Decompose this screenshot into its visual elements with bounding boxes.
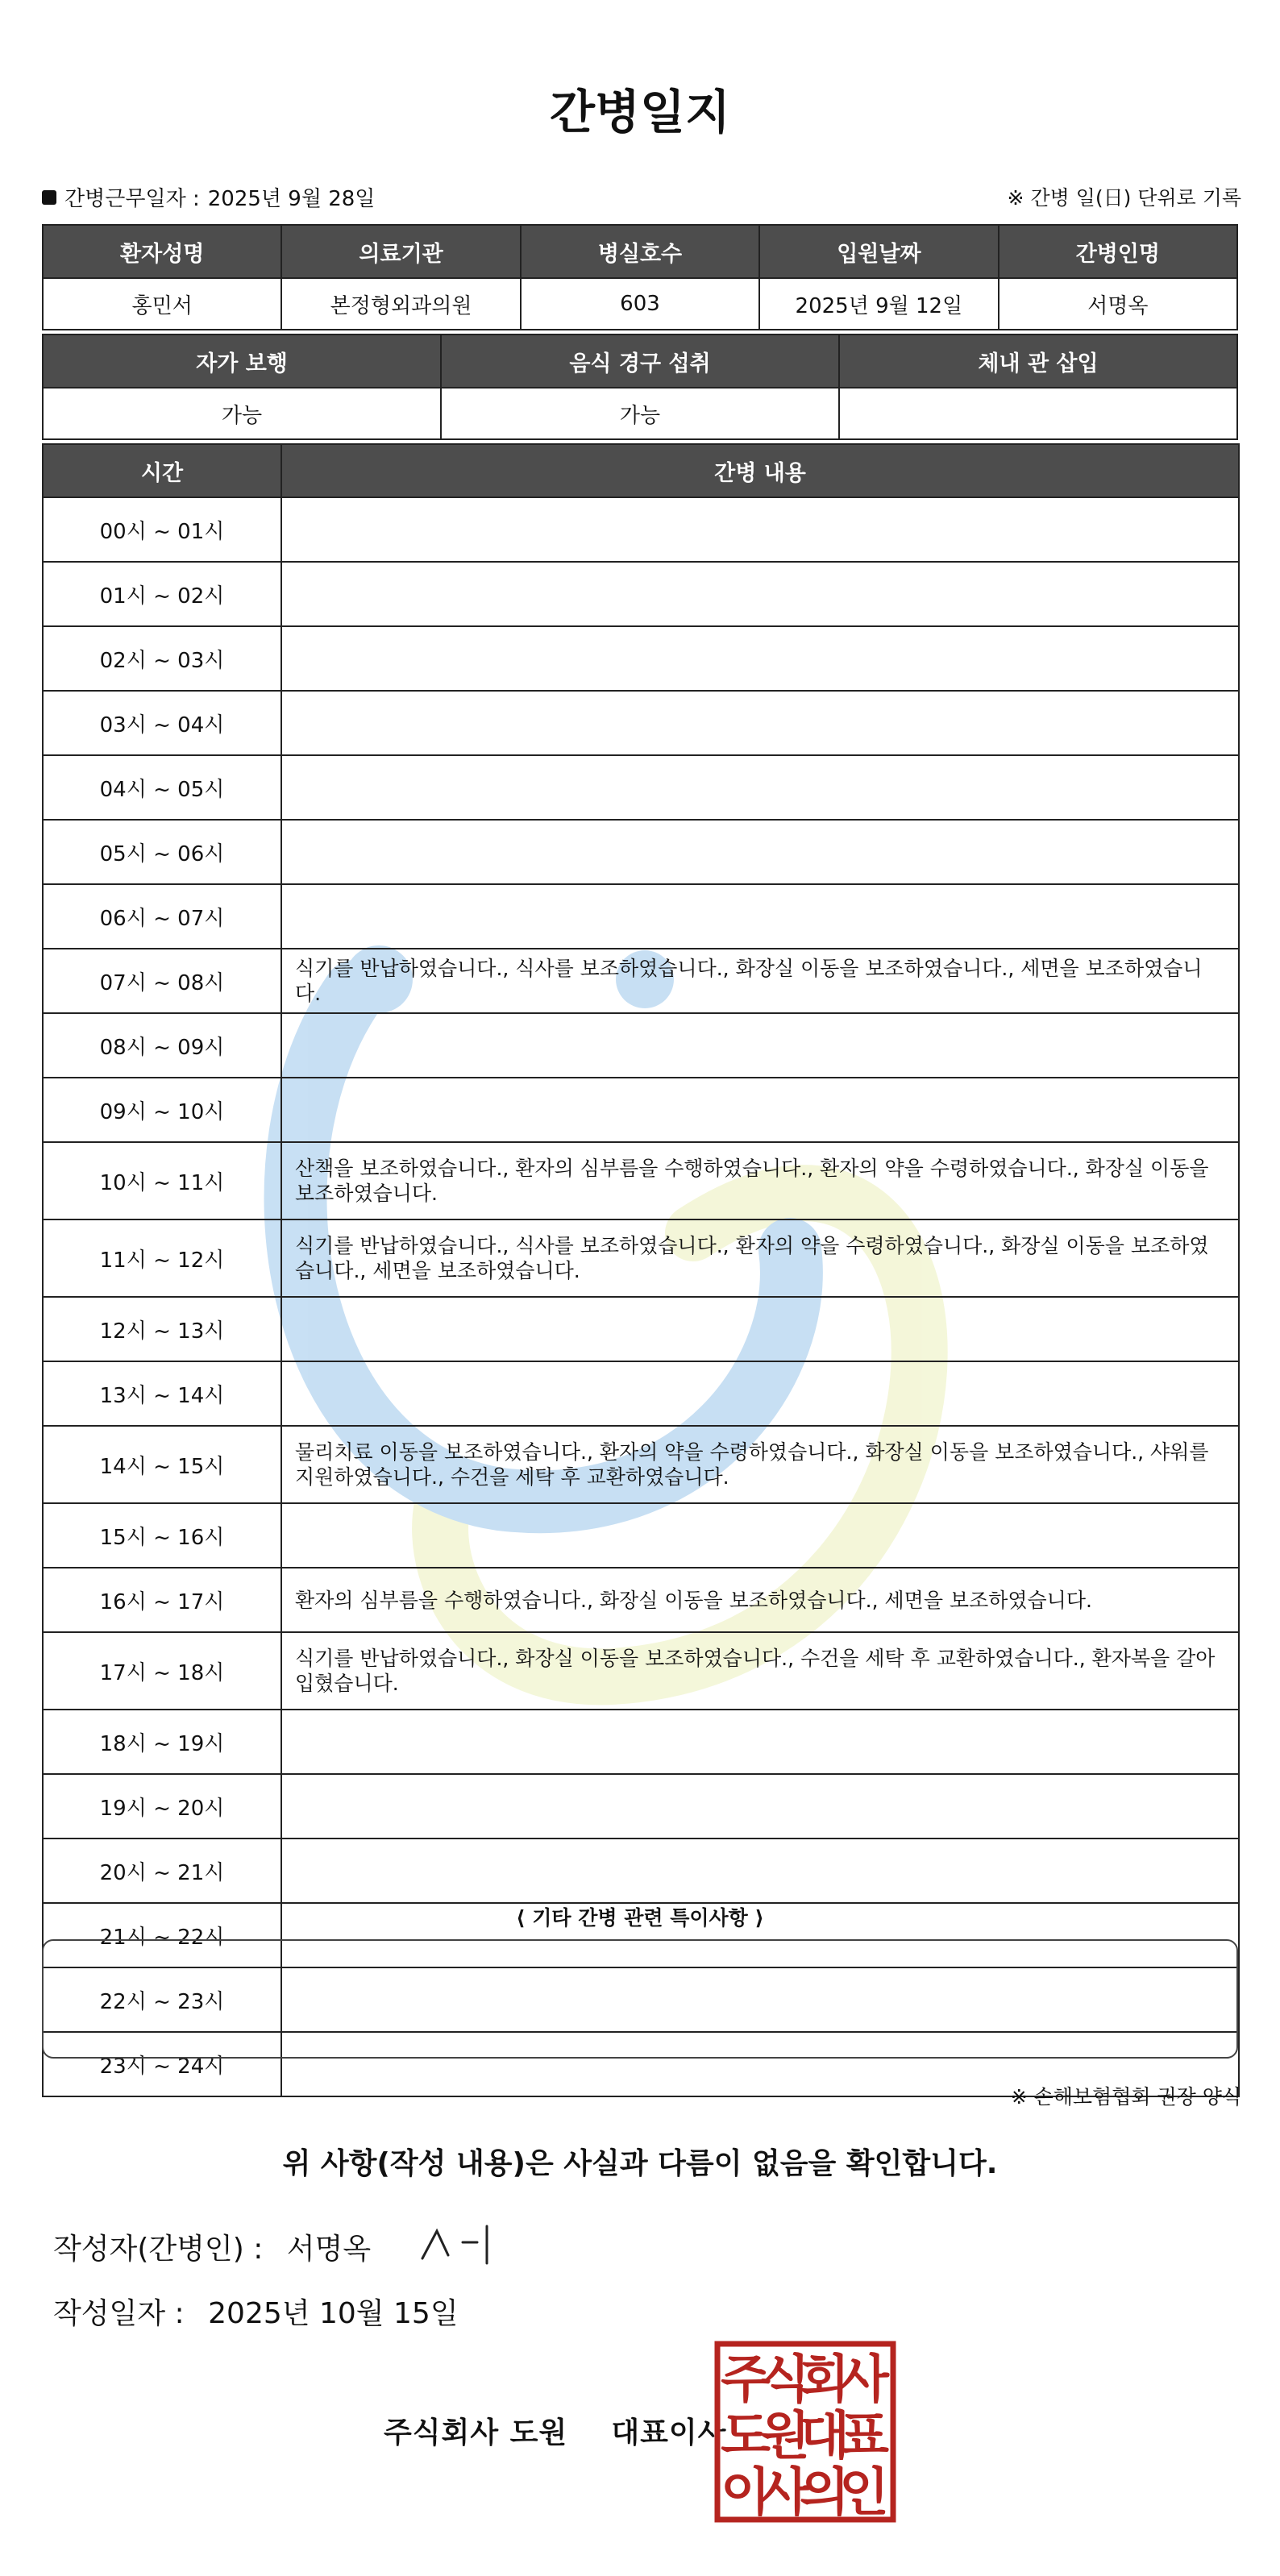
content-header: 간병 내용 [281, 444, 1239, 497]
log-time: 20시 ~ 21시 [43, 1839, 281, 1903]
log-time: 15시 ~ 16시 [43, 1503, 281, 1568]
log-content [281, 884, 1239, 949]
svg-text:식: 식 [760, 2350, 810, 2410]
log-content [281, 626, 1239, 691]
svg-text:인: 인 [839, 2463, 889, 2523]
log-row [43, 1361, 1239, 1426]
log-content [281, 1710, 1239, 1774]
work-date-value: 2025년 9월 28일 [207, 187, 376, 211]
log-content [281, 1839, 1239, 1903]
notes-box [42, 1939, 1238, 2059]
log-time: 19시 ~ 20시 [43, 1774, 281, 1839]
log-time: 11시 ~ 12시 [43, 1219, 281, 1297]
log-time: 03시 ~ 04시 [43, 691, 281, 755]
oral-intake-value: 가능 [441, 388, 839, 439]
tube-insertion-value [839, 388, 1237, 439]
log-content: 식기를 반납하였습니다., 화장실 이동을 보조하였습니다., 수건을 세탁 후 교환하였습니다., 환자복을 갈아입혔습니다. [281, 1632, 1239, 1710]
info-header: 의료기관 [281, 225, 520, 278]
company-seal-stamp [714, 2341, 896, 2523]
log-row [43, 755, 1239, 820]
log-row [43, 1426, 1239, 1503]
svg-text:회: 회 [800, 2350, 850, 2410]
patient-name: 홍민서 [43, 278, 281, 330]
svg-text:원: 원 [760, 2407, 810, 2466]
care-log-body [43, 497, 1239, 2096]
write-date-label: 작성일자 : [53, 2297, 185, 2330]
log-content: 식기를 반납하였습니다., 식사를 보조하였습니다., 화장실 이동을 보조하였습니다., 세면을 보조하였습니다. [281, 949, 1239, 1013]
log-time: 02시 ~ 03시 [43, 626, 281, 691]
unit-note: ※ 간병 일(日) 단위로 기록 [1007, 186, 1241, 210]
page-title: 간병일지 [549, 85, 731, 139]
log-row [43, 1774, 1239, 1839]
svg-text:표: 표 [839, 2407, 889, 2466]
log-row [43, 1219, 1239, 1297]
info-header: 간병인명 [999, 225, 1237, 278]
log-row [43, 820, 1239, 884]
log-row [43, 1142, 1239, 1219]
log-row [43, 1078, 1239, 1142]
log-content [281, 1361, 1239, 1426]
log-time: 10시 ~ 11시 [43, 1142, 281, 1219]
log-row [43, 1632, 1239, 1710]
bullet-square-icon [42, 190, 56, 205]
log-content: 환자의 심부름을 수행하였습니다., 화장실 이동을 보조하였습니다., 세면을 보조하였습니다. [281, 1568, 1239, 1632]
confirm-statement: 위 사항(작성 내용)은 사실과 다름이 없음을 확인합니다. [282, 2147, 998, 2180]
log-row [43, 1503, 1239, 1568]
log-content: 산책을 보조하였습니다., 환자의 심부름을 수행하였습니다., 환자의 약을 수령하였습니다., 화장실 이동을 보조하였습니다. [281, 1142, 1239, 1219]
log-content [281, 755, 1239, 820]
log-time: 21시 ~ 22시 [43, 1903, 281, 1967]
log-content [281, 562, 1239, 626]
info-header: 환자성명 [43, 225, 281, 278]
svg-text:사: 사 [760, 2463, 810, 2523]
log-time: 12시 ~ 13시 [43, 1297, 281, 1361]
log-row [43, 1013, 1239, 1078]
log-time: 08시 ~ 09시 [43, 1013, 281, 1078]
patient-info-table [42, 224, 1238, 330]
log-time: 16시 ~ 17시 [43, 1568, 281, 1632]
svg-text:도: 도 [721, 2407, 771, 2466]
svg-text:사: 사 [839, 2350, 889, 2410]
log-content [281, 1013, 1239, 1078]
log-content [281, 820, 1239, 884]
log-content [281, 1774, 1239, 1839]
log-time: 05시 ~ 06시 [43, 820, 281, 884]
log-row [43, 497, 1239, 562]
svg-text:의: 의 [800, 2463, 850, 2523]
caregiver-name: 서명옥 [999, 278, 1237, 330]
log-time: 06시 ~ 07시 [43, 884, 281, 949]
write-date-row [53, 2291, 459, 2332]
log-content: 물리치료 이동을 보조하였습니다., 환자의 약을 수령하였습니다., 화장실 이동을 보조하였습니다., 샤워를 지원하였습니다., 수건을 세탁 후 교환하였습니다. [281, 1426, 1239, 1503]
write-date-value: 2025년 10월 15일 [208, 2297, 459, 2330]
log-row [43, 1839, 1239, 1903]
writer-name: 서명옥 [286, 2233, 372, 2266]
patient-status-table [42, 334, 1238, 440]
svg-text:이: 이 [721, 2463, 771, 2523]
svg-text:대: 대 [800, 2407, 850, 2466]
log-content: 식기를 반납하였습니다., 식사를 보조하였습니다., 환자의 약을 수령하였습니다., 화장실 이동을 보조하였습니다., 세면을 보조하였습니다. [281, 1219, 1239, 1297]
log-row [43, 884, 1239, 949]
log-row [43, 1297, 1239, 1361]
writer-label: 작성자(간병인) : [53, 2233, 264, 2266]
self-walking-value: 가능 [43, 388, 441, 439]
log-time: 18시 ~ 19시 [43, 1710, 281, 1774]
log-time: 22시 ~ 23시 [43, 1967, 281, 2032]
info-header: 병실호수 [521, 225, 759, 278]
hospital-name: 본정형외과의원 [281, 278, 520, 330]
company-representative: 주식회사 도원 대표이사 [384, 2416, 727, 2449]
log-time: 17시 ~ 18시 [43, 1632, 281, 1710]
log-row [43, 949, 1239, 1013]
log-content [281, 1503, 1239, 1568]
log-content [281, 1297, 1239, 1361]
work-date-label: 간병근무일자 : [64, 187, 200, 211]
log-time: 14시 ~ 15시 [43, 1426, 281, 1503]
log-content [281, 1078, 1239, 1142]
log-row [43, 562, 1239, 626]
log-time: 04시 ~ 05시 [43, 755, 281, 820]
log-time: 00시 ~ 01시 [43, 497, 281, 562]
time-header: 시간 [43, 444, 281, 497]
care-log-table [42, 443, 1240, 2097]
room-number: 603 [521, 278, 759, 330]
recommend-note: ※ 손해보험협회 권장 양식 [1010, 2085, 1241, 2109]
svg-text:주: 주 [721, 2350, 771, 2410]
info-header: 입원날짜 [759, 225, 998, 278]
log-time: 07시 ~ 08시 [43, 949, 281, 1013]
signature-mark [416, 2220, 505, 2268]
admission-date: 2025년 9월 12일 [759, 278, 998, 330]
log-time: 09시 ~ 10시 [43, 1078, 281, 1142]
status-header: 자가 보행 [43, 334, 441, 388]
log-content [281, 691, 1239, 755]
work-date-row [42, 182, 375, 212]
log-row [43, 1568, 1239, 1632]
writer-row [53, 2226, 371, 2267]
status-header: 음식 경구 섭취 [441, 334, 839, 388]
log-time: 13시 ~ 14시 [43, 1361, 281, 1426]
log-row [43, 691, 1239, 755]
log-time: 23시 ~ 24시 [43, 2032, 281, 2096]
log-content [281, 497, 1239, 562]
log-time: 01시 ~ 02시 [43, 562, 281, 626]
log-row [43, 1710, 1239, 1774]
log-row [43, 626, 1239, 691]
status-header: 체내 관 삽입 [839, 334, 1237, 388]
notes-title: ⟨ 기타 간병 관련 특이사항 ⟩ [516, 1906, 764, 1930]
